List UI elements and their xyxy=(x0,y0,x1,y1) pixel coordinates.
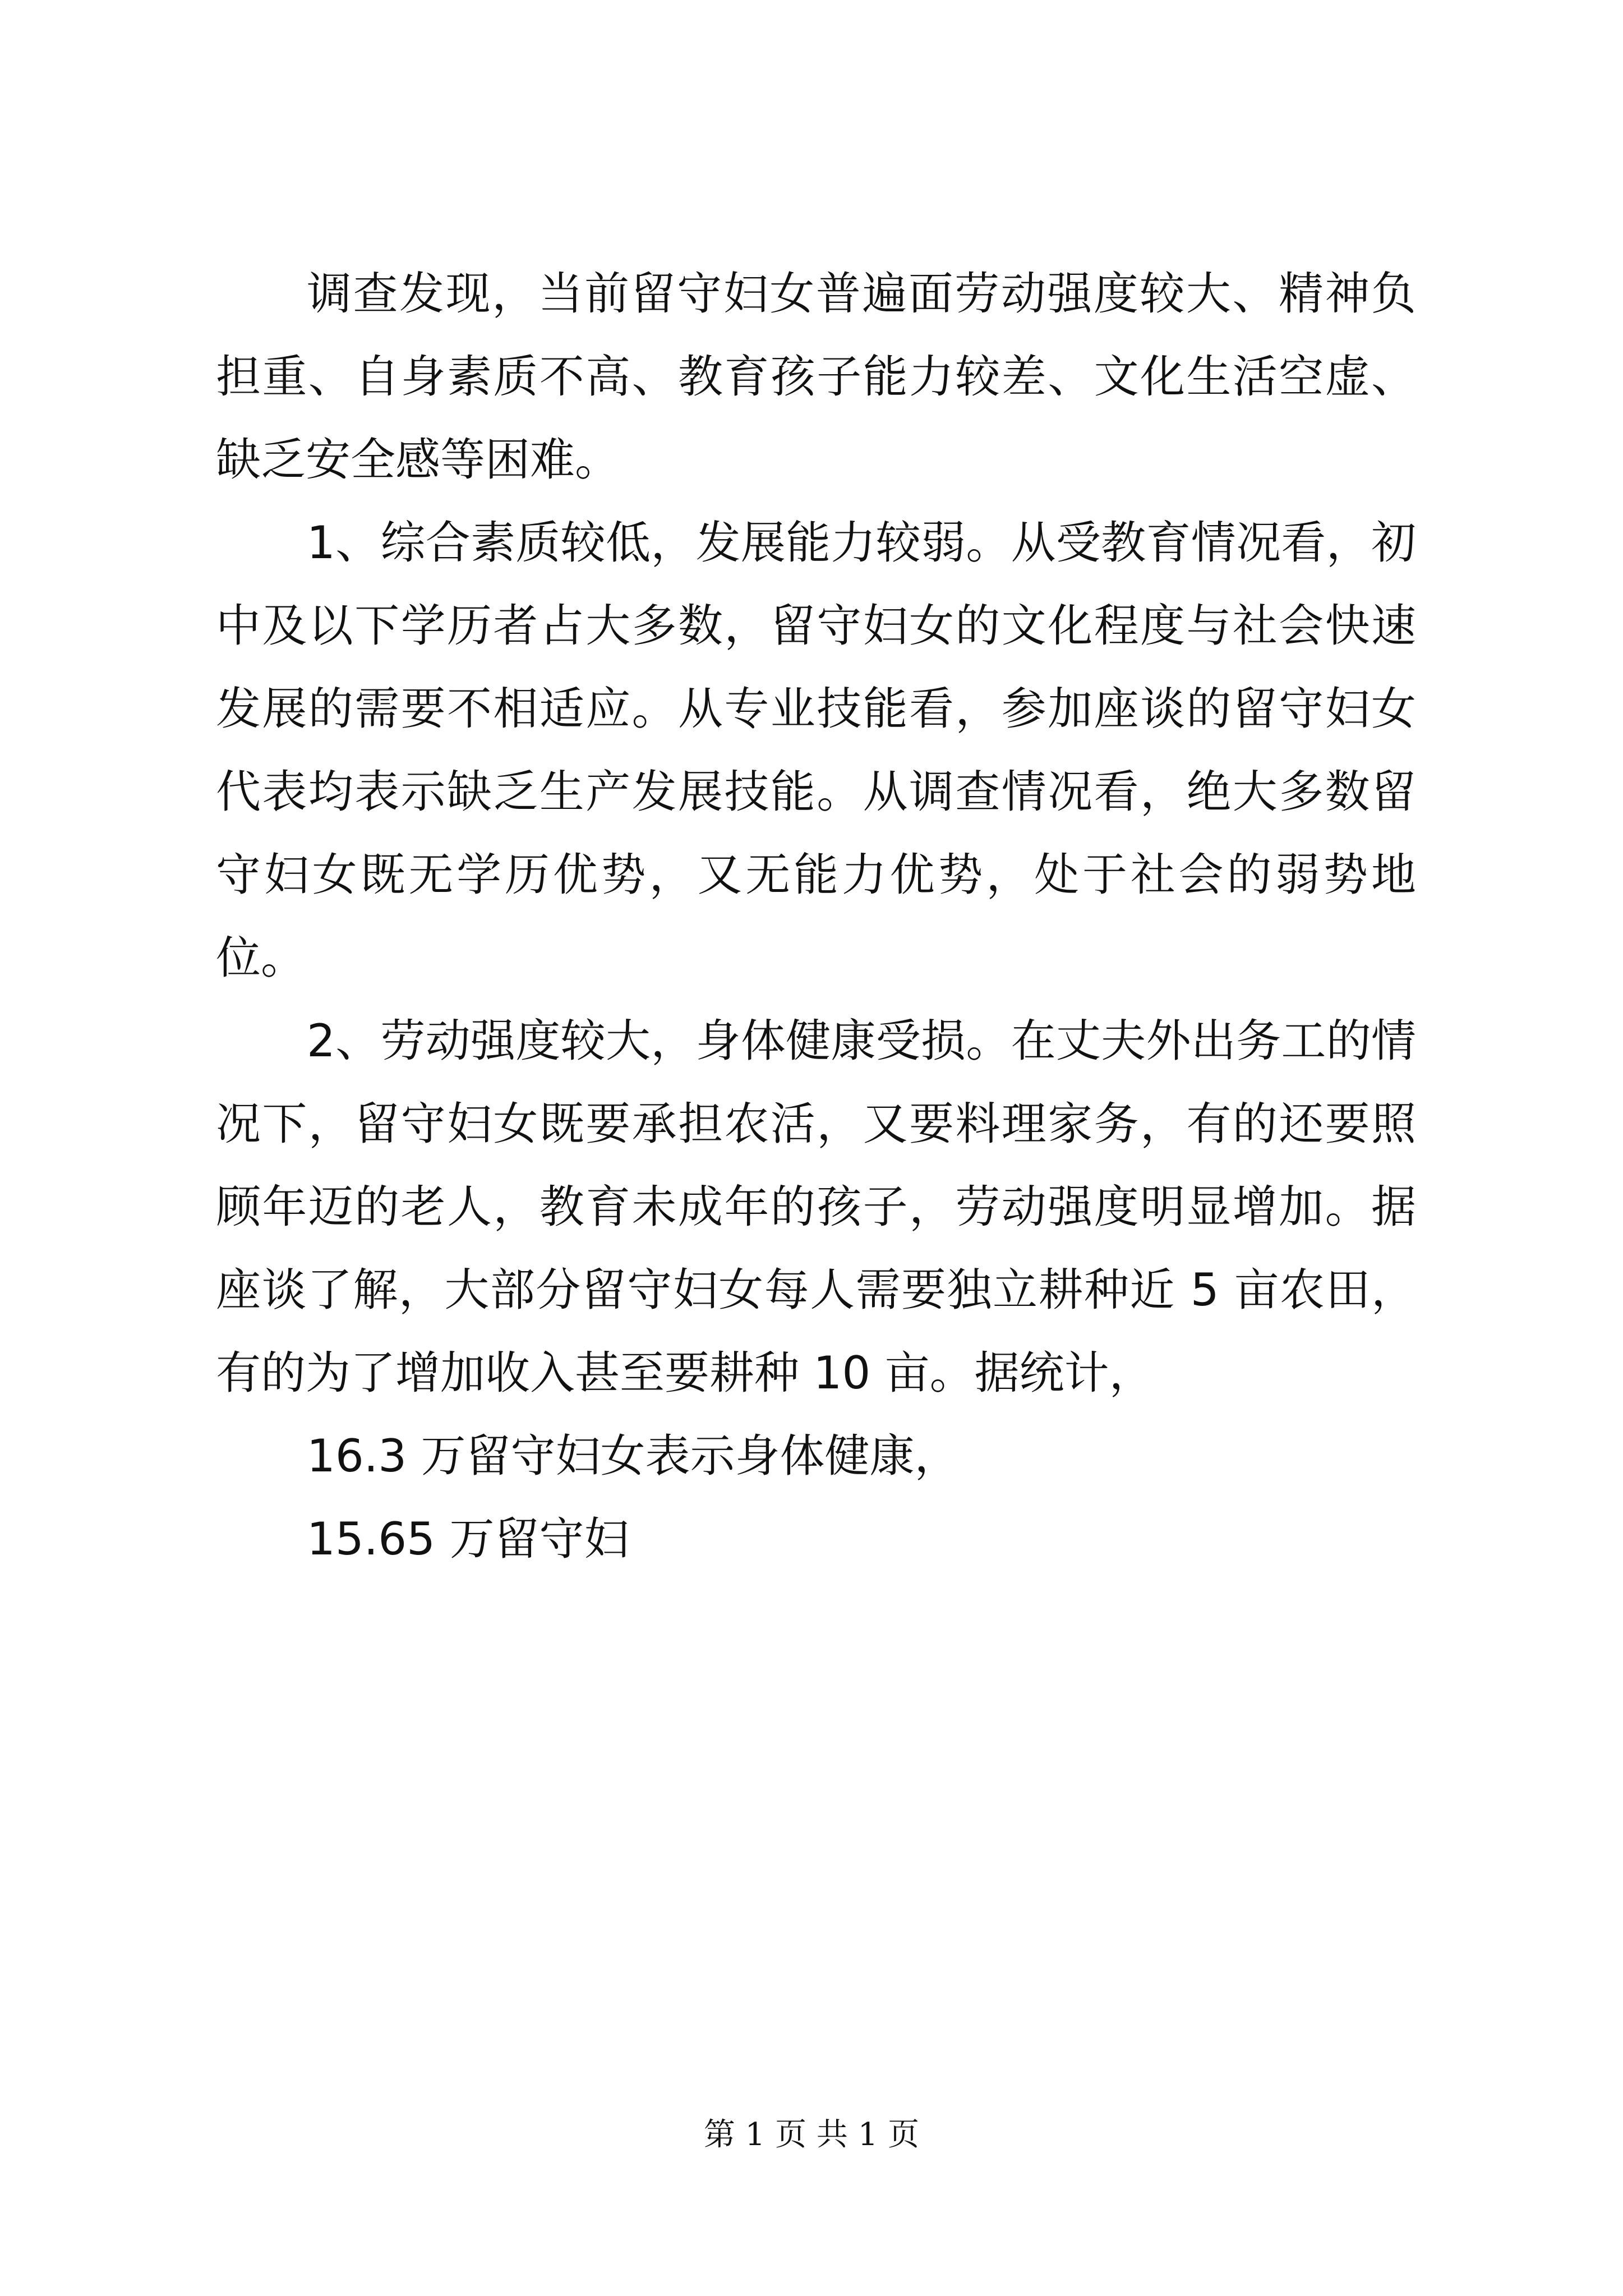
paragraph-partial: 15.65 万留守妇 xyxy=(307,1513,629,1565)
paragraph-health-stat: 16.3 万留守妇女表示身体健康， xyxy=(307,1430,960,1482)
paragraph-labor: 2、劳动强度较大，身体健康受损。在丈夫外出务工的情况下，留守妇女既要承担农活，又要料理家务，有的还要照顾年迈的老人，教育未成年的孩子，劳动强度明显增加。据座谈了解，大部分留守妇女每人需要独立耕种近 5 亩农田，有的为了增加收入甚至要耕种 10 亩。据统计， xyxy=(216,1015,1416,1399)
document-body xyxy=(216,252,1416,1581)
page-footer: 第 1 页 共 1 页 xyxy=(703,2116,920,2153)
paragraph-quality: 1、综合素质较低，发展能力较弱。从受教育情况看，初中及以下学历者占大多数，留守妇女的文化程度与社会快速发展的需要不相适应。从专业技能看，参加座谈的留守妇女代表均表示缺乏生产发展技能。从调查情况看，绝大多数留守妇女既无学历优势，又无能力优势，处于社会的弱势地位。 xyxy=(216,517,1416,984)
paragraph-intro: 调查发现，当前留守妇女普遍面劳动强度较大、精神负担重、自身素质不高、教育孩子能力较差、文化生活空虚、缺乏安全感等困难。 xyxy=(216,268,1416,486)
